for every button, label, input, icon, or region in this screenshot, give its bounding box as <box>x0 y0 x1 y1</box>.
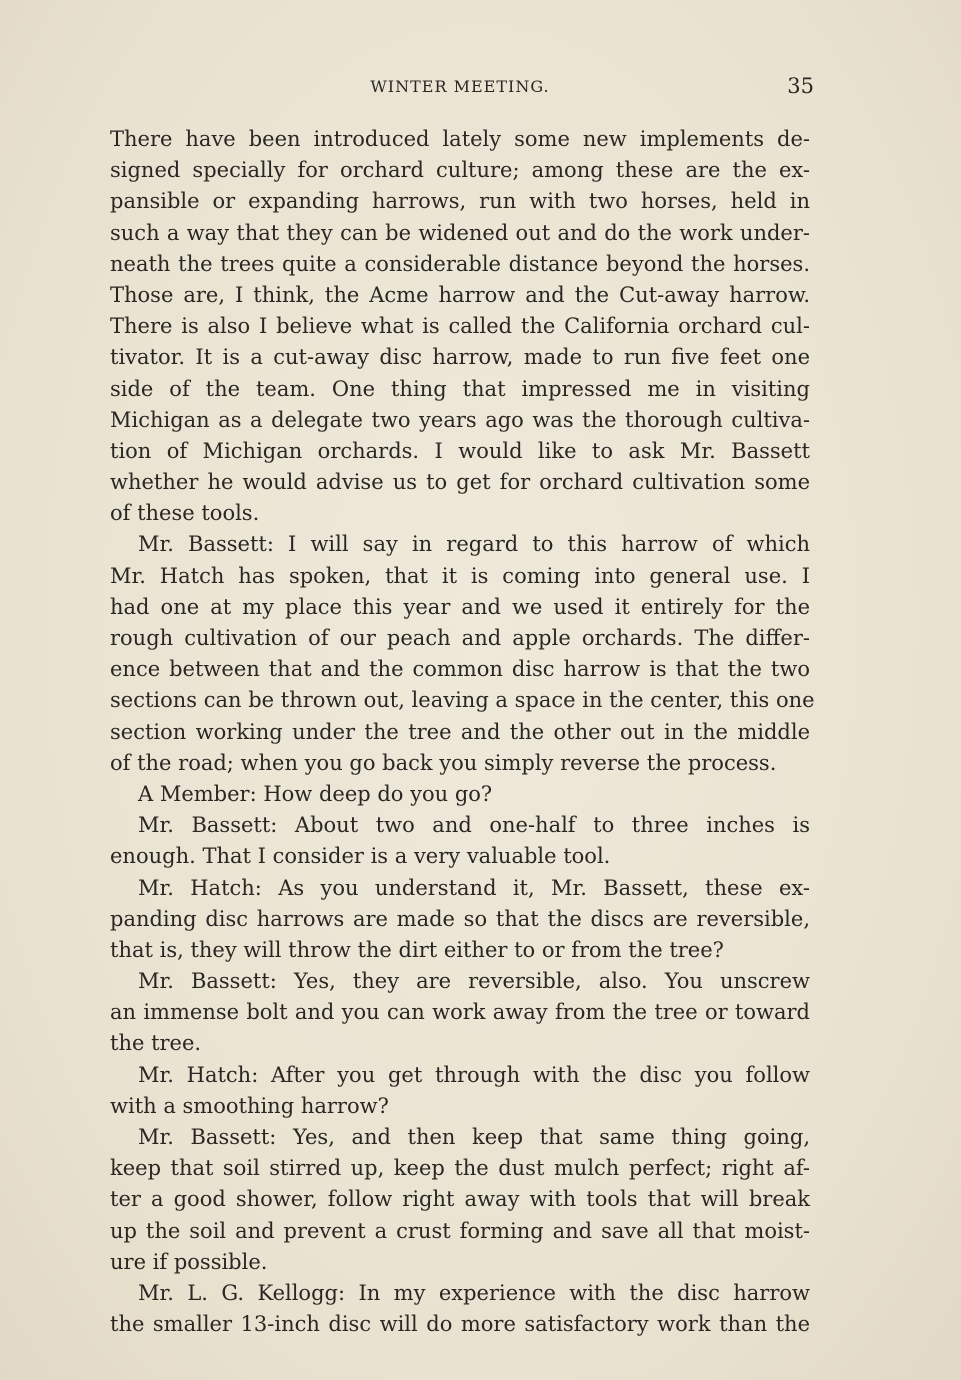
text-line: Mr. Bassett: I will say in regard to this harrow of which <box>138 532 810 557</box>
text-line: rough cultivation of our peach and apple orchards. The differ- <box>110 626 810 650</box>
text-line: panding disc harrows are made so that the discs are reversible, <box>110 906 810 931</box>
text-line: side of the team. One thing that impressed me in visiting <box>110 376 810 401</box>
page-header <box>110 74 814 102</box>
paragraph <box>110 124 810 529</box>
text-line: Mr. Hatch: As you understand it, Mr. Bassett, these ex- <box>138 875 810 900</box>
paragraph <box>110 1060 810 1122</box>
text-line: enough. That I consider is a very valuable tool. <box>110 844 611 869</box>
text-line: Mr. Hatch: After you get through with the disc you follow <box>138 1062 810 1087</box>
text-line: tivator. It is a cut-away disc harrow, made to run five feet one <box>110 345 810 370</box>
text-line: whether he would advise us to get for orchard cultivation some <box>110 470 810 495</box>
paragraph <box>110 779 810 810</box>
text-line: such a way that they can be widened out and do the work under- <box>110 220 810 245</box>
text-line: neath the trees quite a considerable distance beyond the horses. <box>110 251 810 276</box>
paragraph <box>110 966 810 1060</box>
text-line: that is, they will throw the dirt either to or from the tree? <box>110 937 724 962</box>
text-line: pansible or expanding harrows, run with two horses, held in <box>110 189 810 214</box>
text-line: the tree. <box>110 1031 202 1056</box>
text-line: sections can be thrown out, leaving a space in the center, this one <box>110 688 815 713</box>
text-line: had one at my place this year and we used it entirely for the <box>110 594 810 619</box>
text-line: up the soil and prevent a crust forming and save all that moist- <box>110 1218 810 1243</box>
text-line: with a smoothing harrow? <box>110 1093 389 1118</box>
text-line: of these tools. <box>110 501 260 526</box>
paragraph <box>110 873 810 967</box>
text-line: Michigan as a delegate two years ago was the thorough cultiva- <box>110 407 810 432</box>
text-line: There is also I believe what is called the California orchard cul- <box>110 314 810 339</box>
text-line: A Member: How deep do you go? <box>138 781 493 806</box>
text-line: Mr. Hatch has spoken, that it is coming into general use. I <box>110 563 810 588</box>
text-line: Mr. Bassett: Yes, they are reversible, also. You unscrew <box>138 969 810 994</box>
text-line: keep that soil stirred up, keep the dust mulch perfect; right af- <box>110 1156 810 1181</box>
text-line: ure if possible. <box>110 1249 268 1274</box>
paragraph <box>110 529 815 779</box>
text-line: Mr. Bassett: Yes, and then keep that same thing going, <box>138 1125 810 1149</box>
text-line: ter a good shower, follow right away with tools that will break <box>110 1187 810 1212</box>
text-line: signed specially for orchard culture; among these are the ex- <box>110 158 810 183</box>
text-line: the smaller 13-inch disc will do more satisfactory work than the <box>110 1312 810 1337</box>
body-text <box>110 124 815 1340</box>
text-line: Mr. L. G. Kellogg: In my experience with the disc harrow <box>138 1280 810 1305</box>
text-line: ence between that and the common disc harrow is that the two <box>110 657 810 682</box>
text-line: Mr. Bassett: About two and one-half to three inches is <box>138 813 810 838</box>
text-line: There have been introduced lately some new implements de- <box>110 127 810 151</box>
text-line: section working under the tree and the other out in the middle <box>110 719 810 744</box>
text-line: of the road; when you go back you simply reverse the process. <box>110 750 777 775</box>
paragraph <box>110 1122 810 1278</box>
text-line: an immense bolt and you can work away from the tree or toward <box>110 1000 810 1025</box>
text-line: Those are, I think, the Acme harrow and the Cut-away harrow. <box>110 282 810 307</box>
text-line: tion of Michigan orchards. I would like to ask Mr. Bassett <box>110 438 810 463</box>
page-number: 35 <box>787 74 814 98</box>
running-head: WINTER MEETING. <box>370 77 550 96</box>
paragraph <box>110 810 810 872</box>
paragraph <box>110 1278 810 1340</box>
